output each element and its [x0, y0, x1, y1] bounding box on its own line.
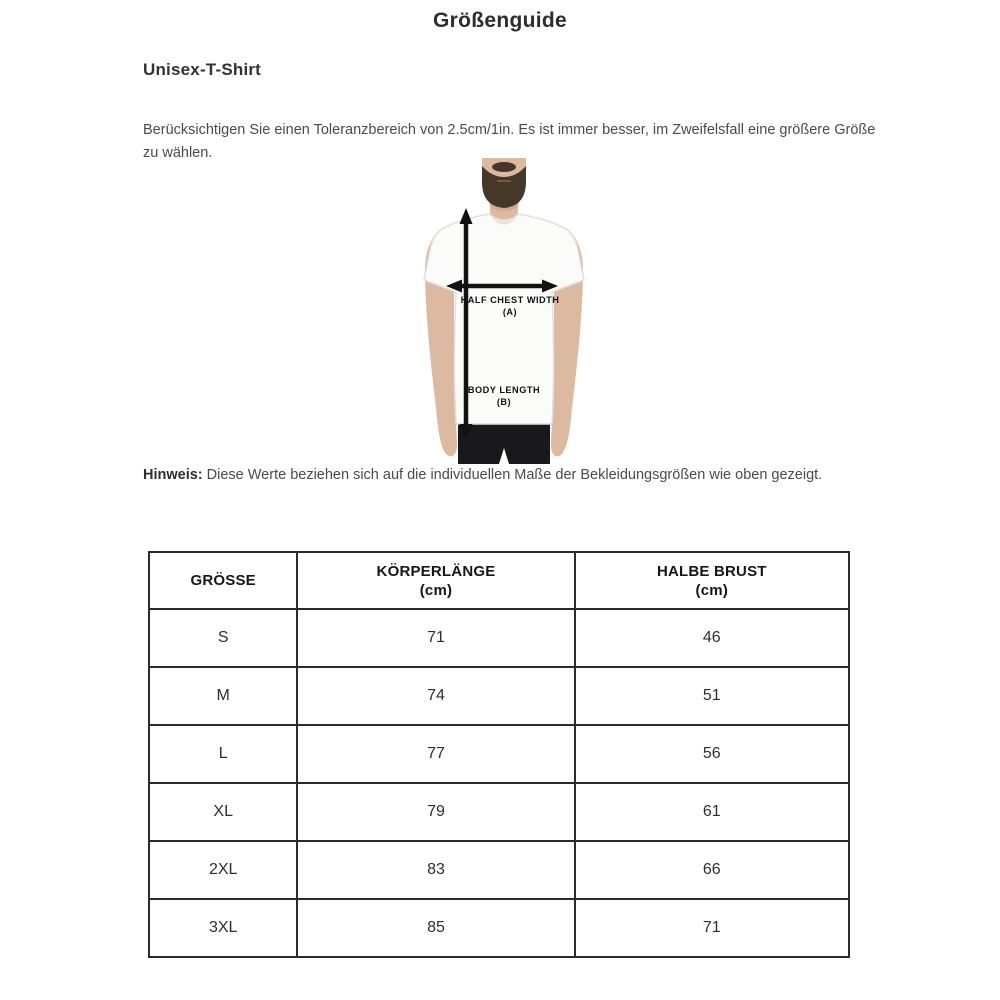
header-body-length-unit: (cm): [419, 581, 453, 599]
half-chest-label: HALF CHEST WIDTH: [460, 295, 560, 305]
cell-body-length: 71: [297, 609, 574, 667]
note-text: Diese Werte beziehen sich auf die individuellen Maße der Bekleidungsgrößen wie oben gezeigt.: [206, 467, 823, 483]
table-row: [149, 725, 849, 783]
page-title: Größenguide: [433, 9, 567, 32]
cell-half-chest: 71: [575, 899, 849, 957]
header-size: GRÖSSE: [149, 552, 297, 609]
table-row: [149, 609, 849, 667]
cell-body-length: 74: [297, 667, 574, 725]
note-label: Hinweis:: [143, 467, 203, 483]
note-line: [143, 467, 903, 483]
cell-size: 3XL: [149, 899, 297, 957]
body-length-key: (B): [496, 397, 512, 407]
table-row: [149, 841, 849, 899]
cell-half-chest: 51: [575, 667, 849, 725]
cell-half-chest: 56: [575, 725, 849, 783]
arrow-head-up-icon: [460, 208, 473, 224]
cell-size: S: [149, 609, 297, 667]
cell-half-chest: 66: [575, 841, 849, 899]
cell-body-length: 77: [297, 725, 574, 783]
header-half-chest: HALBE BRUST (cm): [575, 552, 849, 609]
cell-size: L: [149, 725, 297, 783]
table-row: [149, 667, 849, 725]
cell-size: M: [149, 667, 297, 725]
header-body-length: KÖRPERLÄNGE (cm): [297, 552, 574, 609]
cell-body-length: 85: [297, 899, 574, 957]
table-row: [149, 783, 849, 841]
tshirt-model-image: [398, 158, 630, 464]
size-table: [148, 551, 850, 958]
body-length-label: BODY LENGTH: [467, 385, 541, 395]
cell-body-length: 79: [297, 783, 574, 841]
cell-size: 2XL: [149, 841, 297, 899]
table-row: [149, 899, 849, 957]
tolerance-text: Berücksichtigen Sie einen Toleranzbereich von 2.5cm/1in. Es ist immer besser, im Zweifelsfall eine größere Größe zu wählen.: [143, 122, 876, 161]
header-half-chest-unit: (cm): [695, 581, 729, 599]
cell-size: XL: [149, 783, 297, 841]
product-heading: Unisex-T-Shirt: [143, 60, 262, 79]
cell-half-chest: 61: [575, 783, 849, 841]
table-header-row: [149, 552, 849, 609]
tshirt-measurement-diagram: [398, 158, 630, 464]
model-mustache: [492, 162, 516, 172]
half-chest-key: (A): [502, 307, 518, 317]
cell-half-chest: 46: [575, 609, 849, 667]
cell-body-length: 83: [297, 841, 574, 899]
